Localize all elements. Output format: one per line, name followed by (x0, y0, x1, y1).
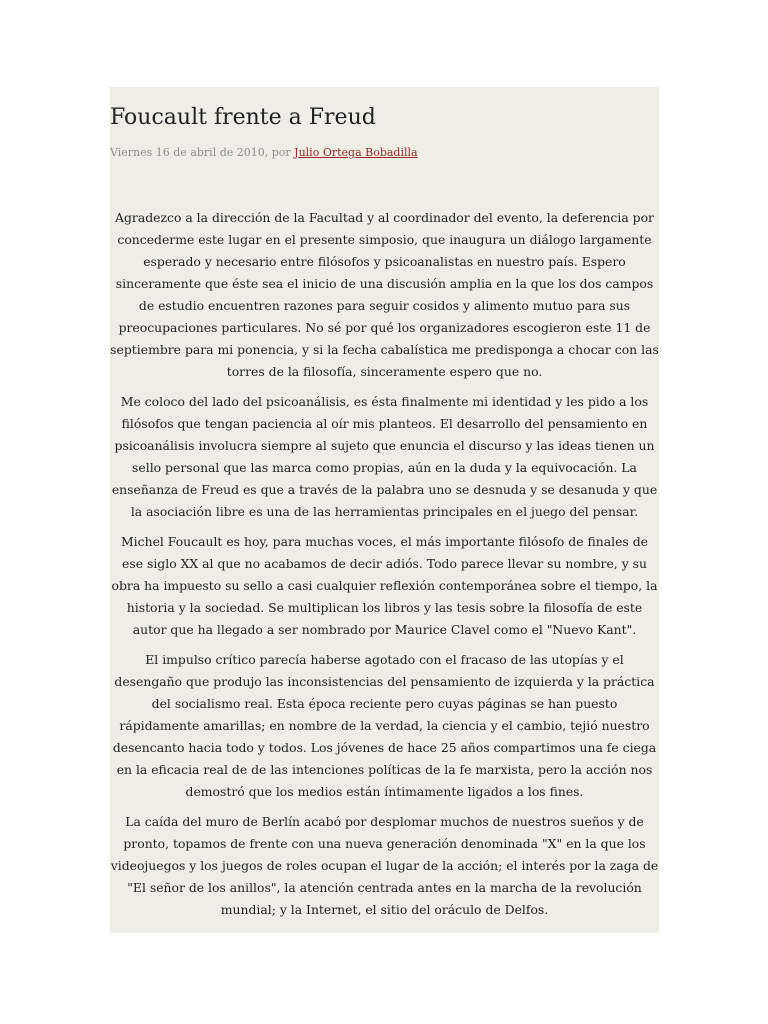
article-byline (110, 145, 418, 161)
article-body (110, 207, 659, 929)
author-link[interactable]: Julio Ortega Bobadilla (294, 146, 418, 159)
article-paragraph: El impulso crítico parecía haberse agotado con el fracaso de las utopías y el desengaño que produjo las inconsistencias del pensamiento de izquierda y la práctica del socialismo real. Esta época reciente pero cuyas páginas se han puesto rápidamente amarillas; en nombre de la verdad, la ciencia y el cambio, tejió nuestro desencanto hacia todo y todos. Los jóvenes de hace 25 años compartimos una fe ciega en la eficacia real de de las intenciones políticas de la fe marxista, pero la acción nos demostró que los medios están íntimamente ligados a los fines. (112, 652, 657, 799)
article-panel (110, 87, 659, 933)
article-paragraph: La caída del muro de Berlín acabó por desplomar muchos de nuestros sueños y de pronto, topamos de frente con una nueva generación denominada "X" en la que los videojuegos y los juegos de roles ocupan el lugar de la acción; el interés por la zaga de "El señor de los anillos", la atención centrada antes en la marcha de la revolución mundial; y la Internet, el sitio del oráculo de Delfos. (110, 814, 659, 917)
article-title: Foucault frente a Freud (110, 105, 376, 130)
article-paragraph: Michel Foucault es hoy, para muchas voces, el más importante filósofo de finales de ese siglo XX al que no acabamos de decir adiós. Todo parece llevar su nombre, y su obra ha impuesto su sello a casi cualquier reflexión contemporánea sobre el tiempo, la historia y la sociedad. Se multiplican los libros y las tesis sobre la filosofía de este autor que ha llegado a ser nombrado por Maurice Clavel como el "Nuevo Kant". (111, 534, 658, 637)
article-date: Viernes 16 de abril de 2010, por (110, 146, 295, 159)
article-paragraph: Me coloco del lado del psicoanálisis, es ésta finalmente mi identidad y les pido a los filósofos que tengan paciencia al oír mis planteos. El desarrollo del pensamiento en psicoanálisis involucra siempre al sujeto que enuncia el discurso y las ideas tienen un sello personal que las marca como propias, aún en la duda y la equivocación. La enseñanza de Freud es que a través de la palabra uno se desnuda y se desanuda y que la asociación libre es una de las herramientas principales en el juego del pensar. (111, 394, 658, 519)
article-paragraph: Agradezco a la dirección de la Facultad y al coordinador del evento, la deferencia por concederme este lugar en el presente simposio, que inaugura un diálogo largamente esperado y necesario entre filósofos y psicoanalistas en nuestro país. Espero sinceramente que éste sea el inicio de una discusión amplia en la que los dos campos de estudio encuentren razones para seguir cosidos y alimento mutuo para sus preocupaciones particulares. No sé por qué los organizadores escogieron este 11 de septiembre para mi ponencia, y si la fecha cabalística me predisponga a chocar con las torres de la filosofía, sinceramente espero que no. (110, 210, 659, 379)
